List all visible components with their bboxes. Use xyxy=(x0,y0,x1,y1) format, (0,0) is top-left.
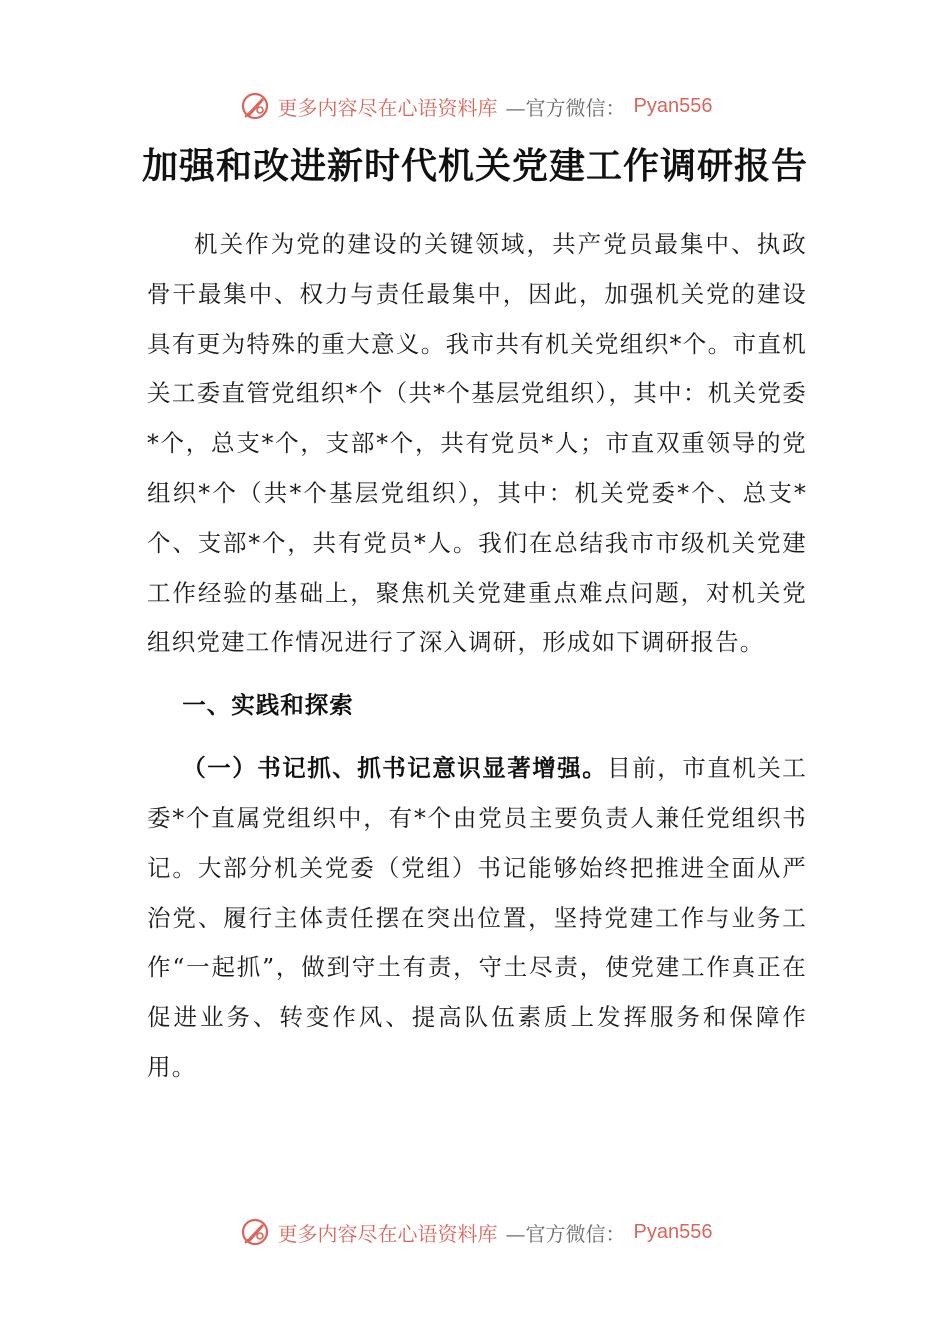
section-heading-1: 一、实践和探索 xyxy=(182,691,354,720)
header-watermark-inner xyxy=(240,91,713,121)
watermark-wechat-id: Pyan556 xyxy=(633,94,713,117)
quill-seal-icon xyxy=(240,1217,270,1247)
quill-seal-icon xyxy=(240,91,270,121)
watermark-wechat-label: —官方微信： xyxy=(505,95,626,120)
watermark-wechat-label: —官方微信： xyxy=(505,1221,626,1246)
watermark-site-text: 更多内容尽在心语资料库 xyxy=(277,1221,498,1246)
watermark-site-text: 更多内容尽在心语资料库 xyxy=(277,95,498,120)
footer-watermark-banner xyxy=(0,1212,950,1252)
footer-watermark-inner xyxy=(240,1217,713,1247)
header-watermark-banner xyxy=(0,86,950,126)
intro-paragraph: 机关作为党的建设的关键领域，共产党员最集中、执政骨干最集中、权力与责任最集中，因此，加强机关党的建设具有更为特殊的重大意义。我市共有机关党组织*个。市直机关工委直管党组织*个（共*个基层党组织），其中：机关党委*个，总支*个，支部*个，共有党员*人；市直双重领导的党组织*个（共*个基层党组织），其中：机关党委*个、总支*个、支部*个，共有党员*人。我们在总结我市市级机关党建工作经验的基础上，聚焦机关党建重点难点问题，对机关党组织党建工作情况进行了深入调研，形成如下调研报告。 xyxy=(147,230,807,657)
document-title: 加强和改进新时代机关党建工作调研报告 xyxy=(141,145,808,187)
document-body xyxy=(147,220,807,1093)
subsection-body-1: 目前，市直机关工委*个直属党组织中，有*个由党员主要负责人兼任党组织书记。大部分机关党委（党组）书记能够始终把推进全面从严治党、履行主体责任摆在突出位置，坚持党建工作与业务工作“一起抓”，做到守土有责，守土尽责，使党建工作真正在促进业务、转变作风、提高队伍素质上发挥服务和保障作用。 xyxy=(147,754,807,1081)
subsection-paragraph-1 xyxy=(147,744,807,1093)
watermark-wechat-id: Pyan556 xyxy=(633,1220,713,1243)
subsection-lead-1: （一）书记抓、抓书记意识显著增强。 xyxy=(182,754,608,783)
